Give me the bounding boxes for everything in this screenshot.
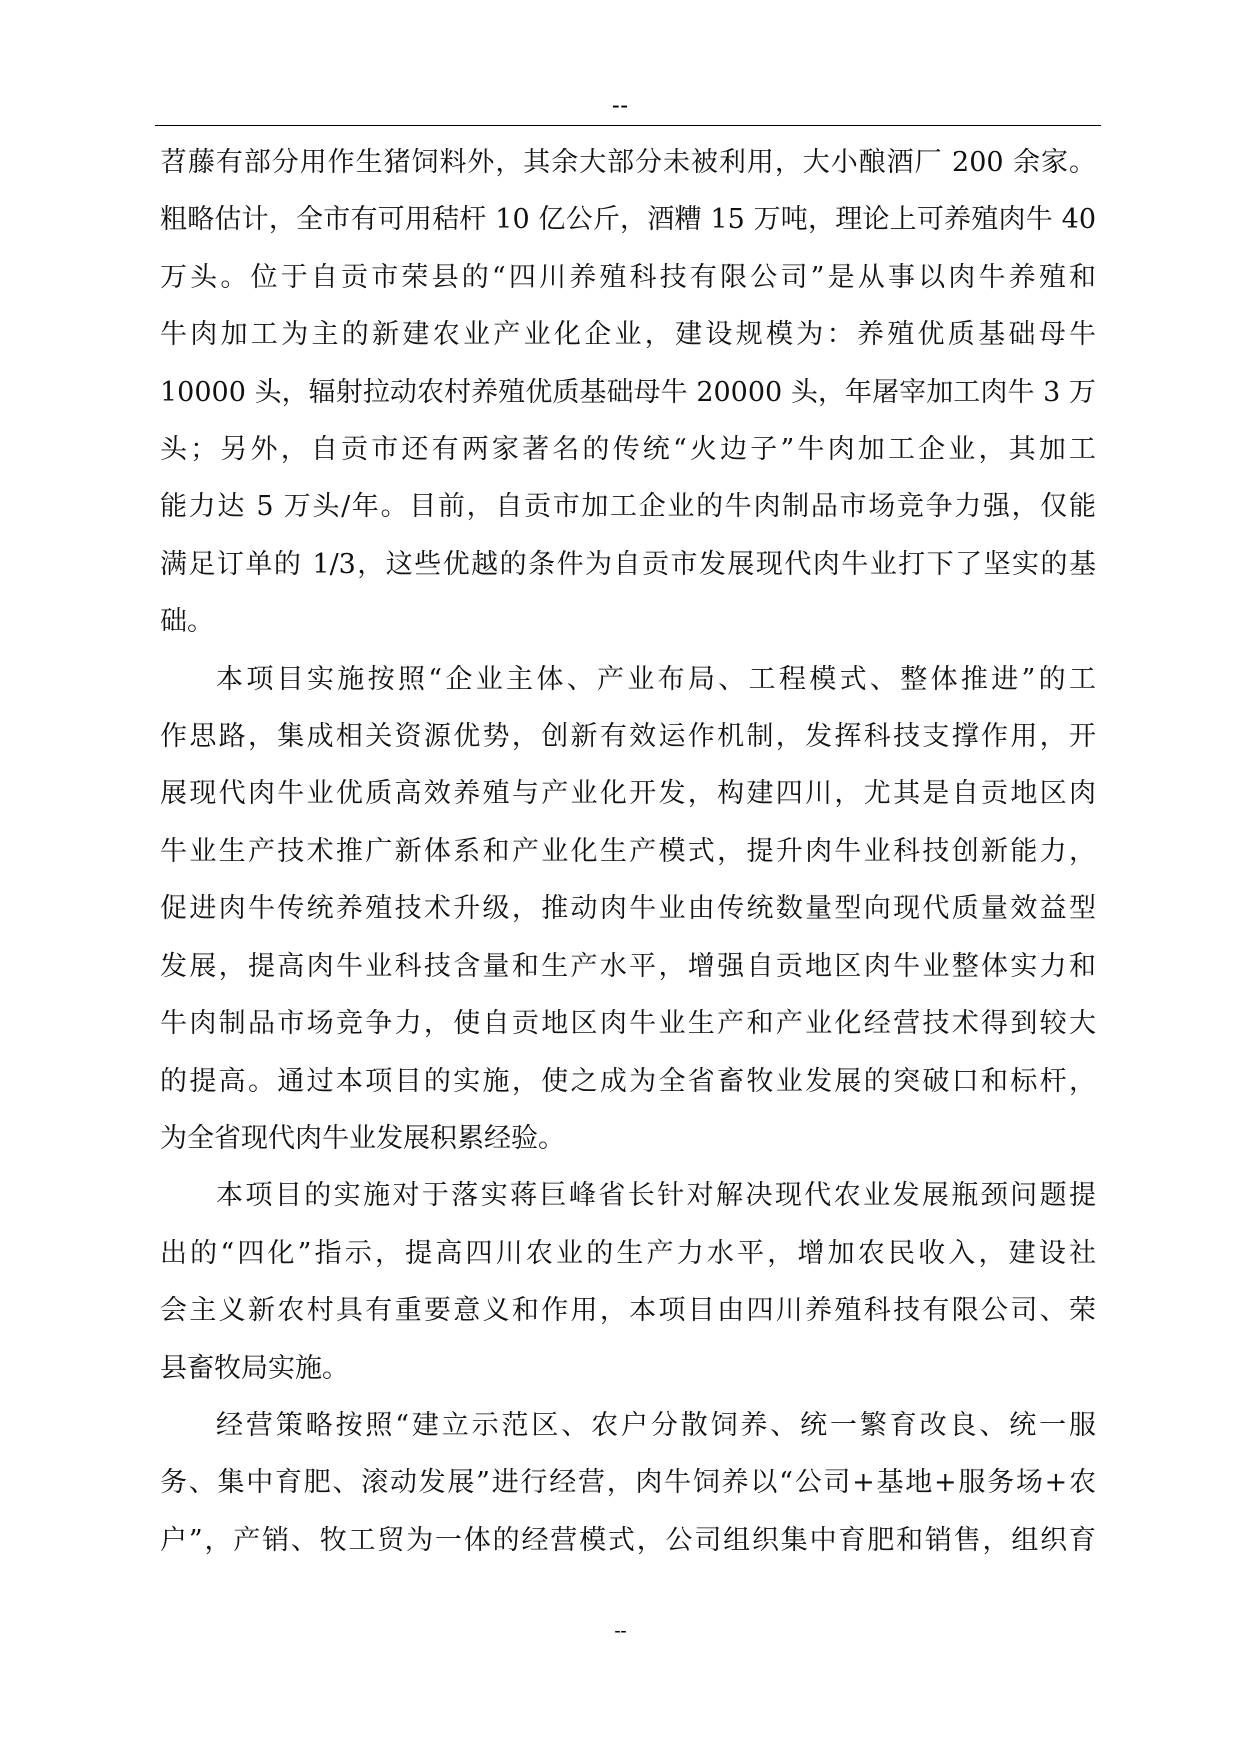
text-line: 10000 头，辐射拉动农村养殖优质基础母牛 20000 头，年屠宰加工肉牛 3 万 (160, 376, 1096, 408)
text-line: 牛业生产技术推广新体系和产业化生产模式，提升肉牛业科技创新能力， (160, 835, 1096, 867)
text-line: 户”，产销、牧工贸为一体的经营模式，公司组织集中育肥和销售，组织育 (160, 1524, 1096, 1556)
text-line: 本项目实施按照“企业主体、产业布局、工程模式、整体推进”的工 (216, 663, 1096, 695)
document-body (160, 134, 1096, 1569)
text-line: 务、集中育肥、滚动发展”进行经营，肉牛饲养以“公司+基地+服务场+农 (160, 1467, 1096, 1499)
paragraph-1 (160, 134, 1096, 651)
text-line: 万头。位于自贡市荣县的“四川养殖科技有限公司”是从事以肉牛养殖和 (160, 261, 1096, 293)
text-line: 为全省现代肉牛业发展积累经验。 (160, 1122, 565, 1154)
text-line: 经营策略按照“建立示范区、农户分散饲养、统一繁育改良、统一服 (216, 1409, 1096, 1441)
text-line: 本项目的实施对于落实蒋巨峰省长针对解决现代农业发展瓶颈问题提 (216, 1180, 1096, 1212)
page-header-mark: -- (612, 92, 629, 117)
text-line: 的提高。通过本项目的实施，使之成为全省畜牧业发展的突破口和标杆， (160, 1065, 1096, 1097)
page-footer-mark: -- (614, 1620, 627, 1640)
header-divider (155, 125, 1101, 126)
text-line: 作思路，集成相关资源优势，创新有效运作机制，发挥科技支撑作用，开 (160, 721, 1096, 753)
text-line: 会主义新农村具有重要意义和作用，本项目由四川养殖科技有限公司、荣 (160, 1295, 1096, 1327)
text-line: 粗略估计，全市有可用秸杆 10 亿公斤，酒糟 15 万吨，理论上可养殖肉牛 40 (160, 204, 1096, 236)
text-line: 满足订单的 1/3，这些优越的条件为自贡市发展现代肉牛业打下了坚实的基 (160, 548, 1096, 580)
text-line: 牛肉制品市场竞争力，使自贡地区肉牛业生产和产业化经营技术得到较大 (160, 1008, 1096, 1040)
paragraph-3 (160, 1167, 1096, 1397)
paragraph-2 (160, 651, 1096, 1168)
text-line: 苕藤有部分用作生猪饲料外，其余大部分未被利用，大小酿酒厂 200 余家。 (160, 147, 1096, 178)
text-line: 础。 (160, 606, 214, 638)
text-line: 县畜牧局实施。 (160, 1352, 349, 1384)
text-line: 促进肉牛传统养殖技术升级，推动肉牛业由传统数量型向现代质量效益型 (160, 893, 1096, 925)
text-line: 牛肉加工为主的新建农业产业化企业，建设规模为：养殖优质基础母牛 (160, 319, 1096, 351)
text-line: 能力达 5 万头/年。目前，自贡市加工企业的牛肉制品市场竞争力强，仅能 (160, 491, 1096, 523)
text-line: 展现代肉牛业优质高效养殖与产业化开发，构建四川，尤其是自贡地区肉 (160, 778, 1096, 810)
text-line: 头；另外，自贡市还有两家著名的传统“火边子”牛肉加工企业，其加工 (160, 434, 1096, 466)
text-line: 出的“四化”指示，提高四川农业的生产力水平，增加农民收入，建设社 (160, 1237, 1096, 1269)
paragraph-4 (160, 1397, 1096, 1569)
text-line: 发展，提高肉牛业科技含量和生产水平，增强自贡地区肉牛业整体实力和 (160, 950, 1096, 982)
